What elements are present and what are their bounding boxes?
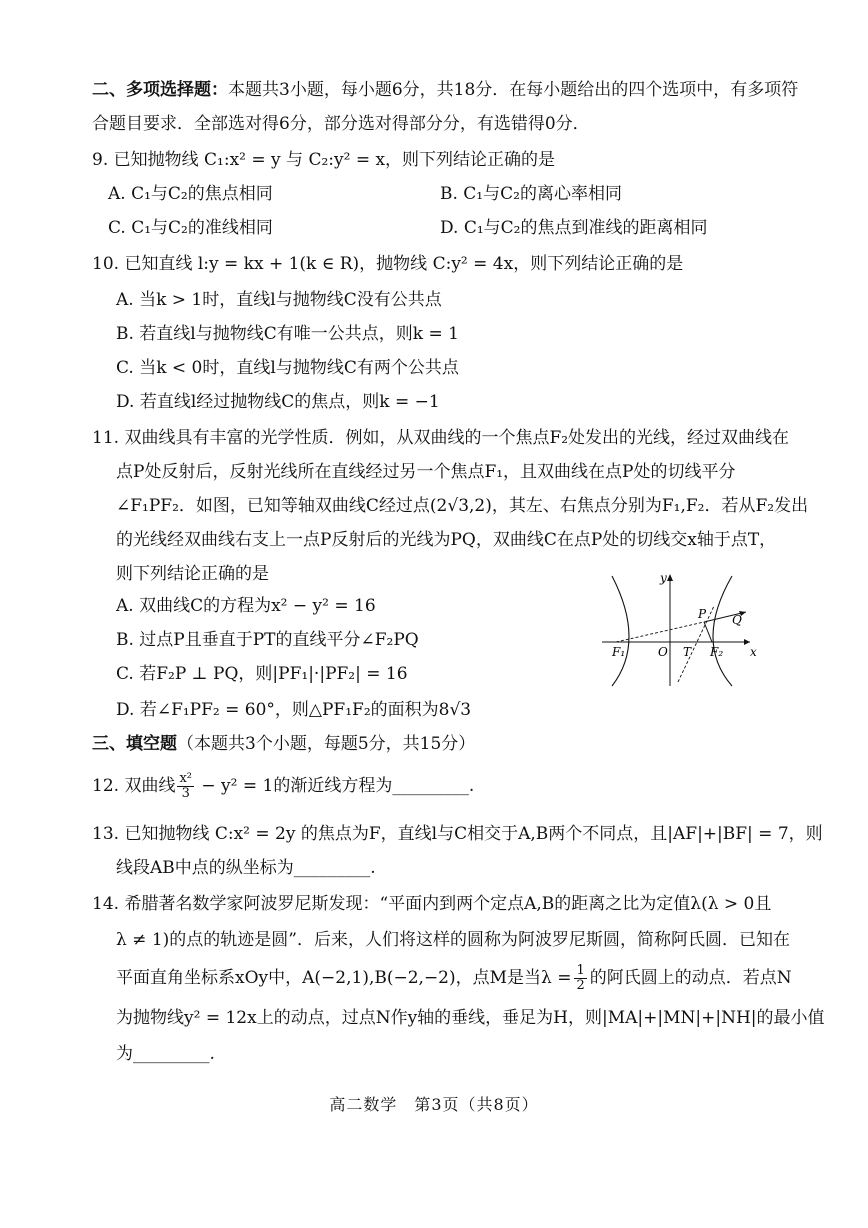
q11-line4: 的光线经双曲线右支上一点P反射后的光线为PQ，双曲线C在点P处的切线交x轴于点T， bbox=[116, 530, 777, 550]
q10-option-d: D. 若直线l经过抛物线C的焦点，则k = −1 bbox=[116, 392, 440, 412]
section2-intro-line1 bbox=[92, 78, 798, 102]
q14-line4: 为抛物线y² = 12x上的动点，过点N作y轴的垂线，垂足为H，则|MA|+|MN|+|NH|的最小值 bbox=[116, 1008, 825, 1028]
q12-fraction bbox=[177, 772, 194, 801]
section2-intro-line2: 合题目要求．全部选对得6分，部分选对得部分分，有选错得0分． bbox=[92, 114, 590, 134]
label-y: y bbox=[660, 571, 667, 585]
tangent-line bbox=[678, 606, 714, 682]
q14-line2: λ ≠ 1)的点的轨迹是圆”．后来，人们将这样的圆称为阿波罗尼斯圆，简称阿氏圆．已知在 bbox=[116, 930, 790, 950]
q14-line3 bbox=[116, 964, 792, 993]
label-p: P bbox=[698, 607, 707, 621]
q10-option-b: B. 若直线l与抛物线C有唯一公共点，则k = 1 bbox=[116, 324, 459, 344]
q11-line3: ∠F₁PF₂．如图，已知等轴双曲线C经过点(2√3,2)，其左、右焦点分别为F₁,F₂．若从F₂发出 bbox=[116, 496, 809, 516]
q9-option-d: D. C₁与C₂的焦点到准线的距离相同 bbox=[440, 218, 708, 238]
q13-line1: 13. 已知抛物线 C:x² = 2y 的焦点为F，直线l与C相交于A,B两个不同点，且|AF|+|BF| = 7，则 bbox=[92, 824, 823, 844]
q11-option-c: C. 若F₂P ⊥ PQ，则|PF₁|·|PF₂| = 16 bbox=[116, 664, 408, 684]
label-t: T bbox=[683, 645, 692, 659]
q9-stem: 9. 已知抛物线 C₁:x² = y 与 C₂:y² = x，则下列结论正确的是 bbox=[92, 150, 556, 170]
section3-heading: 三、填空题 bbox=[92, 734, 177, 754]
hyperbola-figure bbox=[598, 570, 758, 690]
q10-option-a: A. 当k > 1时，直线l与抛物线C没有公共点 bbox=[116, 290, 442, 310]
q14-line1: 14. 希腊著名数学家阿波罗尼斯发现：“平面内到两个定点A,B的距离之比为定值λ(λ > 0且 bbox=[92, 894, 772, 914]
section2-heading: 二、多项选择题： bbox=[92, 80, 228, 100]
hyperbola-right-branch bbox=[713, 576, 732, 686]
q9-option-c: C. C₁与C₂的准线相同 bbox=[108, 218, 273, 238]
q11-line2: 点P处反射后，反射光线所在直线经过另一个焦点F₁，且双曲线在点P处的切线平分 bbox=[116, 462, 736, 482]
q11-line1: 11. 双曲线具有丰富的光学性质．例如，从双曲线的一个焦点F₂处发出的光线，经过双曲线在 bbox=[92, 428, 790, 448]
q12-line bbox=[92, 772, 474, 801]
section2-intro-text: 本题共3小题，每小题6分，共18分．在每小题给出的四个选项中，有多项符 bbox=[228, 80, 799, 100]
section3-line bbox=[92, 732, 475, 756]
q14-fraction-num: 1 bbox=[576, 963, 585, 978]
label-f1: F₁ bbox=[612, 645, 626, 659]
page-footer: 高二数学 第3页（共8页） bbox=[329, 1095, 539, 1114]
q14-line3-suffix: 的阿氏圆上的动点．若点N bbox=[589, 968, 792, 988]
q14-fraction bbox=[574, 964, 586, 993]
q13-line2: 线段AB中点的纵坐标为_________. bbox=[116, 858, 376, 878]
q9-option-a: A. C₁与C₂的焦点相同 bbox=[108, 184, 273, 204]
section3-intro: （本题共3个小题，每题5分，共15分） bbox=[177, 734, 476, 754]
label-q: Q bbox=[732, 613, 742, 627]
q10-option-c: C. 当k < 0时，直线l与抛物线C有两个公共点 bbox=[116, 358, 459, 378]
q11-line5: 则下列结论正确的是 bbox=[116, 564, 269, 584]
q14-fraction-den: 2 bbox=[576, 978, 585, 993]
label-x: x bbox=[750, 645, 757, 659]
label-o: O bbox=[658, 645, 668, 659]
q12-prefix: 12. 双曲线 bbox=[92, 776, 176, 796]
ray-f2-p bbox=[704, 622, 712, 642]
q11-option-d: D. 若∠F₁PF₂ = 60°，则△PF₁F₂的面积为8√3 bbox=[116, 700, 472, 720]
y-axis-arrow bbox=[667, 574, 673, 581]
q12-fraction-den: 3 bbox=[181, 786, 190, 801]
q14-line5: 为_________. bbox=[116, 1044, 215, 1064]
hyperbola-left-branch bbox=[612, 576, 629, 686]
q14-line3-prefix: 平面直角坐标系xOy中，A(−2,1),B(−2,−2)，点M是当λ = bbox=[116, 968, 572, 988]
q11-option-a: A. 双曲线C的方程为x² − y² = 16 bbox=[116, 596, 376, 616]
q12-suffix: − y² = 1的渐近线方程为_________. bbox=[196, 776, 475, 796]
q10-stem: 10. 已知直线 l:y = kx + 1(k ∈ R)，抛物线 C:y² = 4x，则下列结论正确的是 bbox=[92, 254, 684, 274]
q9-option-b: B. C₁与C₂的离心率相同 bbox=[440, 184, 622, 204]
q12-fraction-num: x² bbox=[179, 771, 192, 786]
label-f2: F₂ bbox=[710, 645, 724, 659]
q11-option-b: B. 过点P且垂直于PT的直线平分∠F₂PQ bbox=[116, 630, 419, 650]
